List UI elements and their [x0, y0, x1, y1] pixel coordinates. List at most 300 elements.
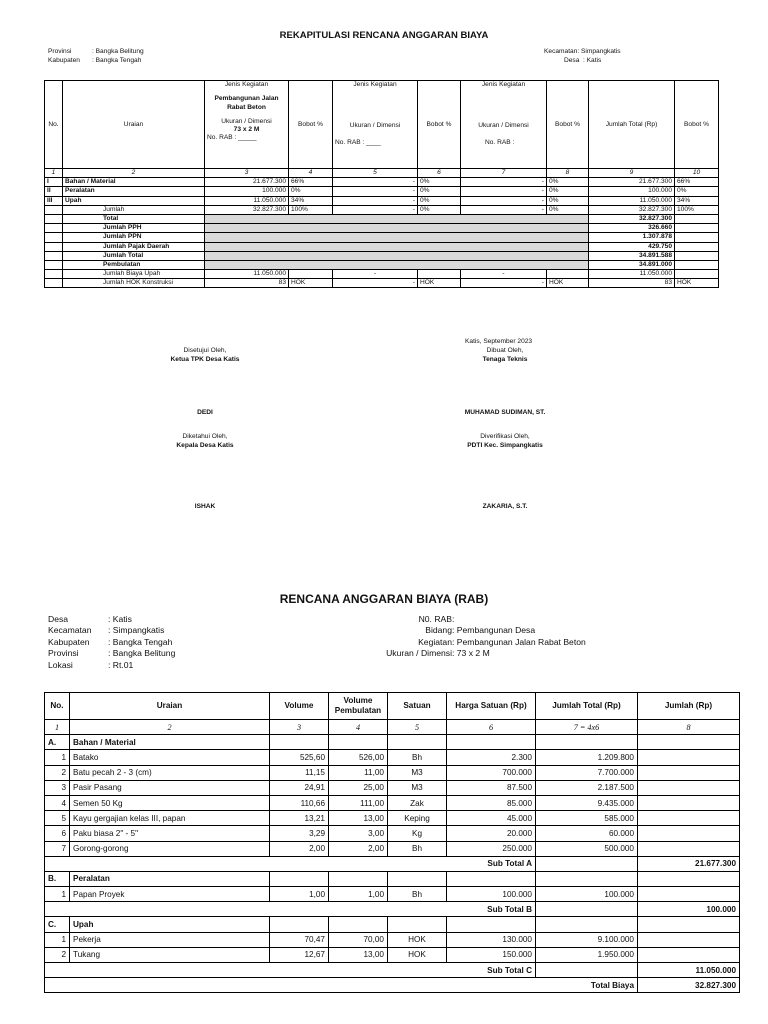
col-number: 3 [270, 720, 329, 735]
jumlah-value: 32.827.300 [205, 205, 289, 214]
item-volume-pembulatan: 1,00 [329, 887, 388, 902]
header-bobot: Bobot % [289, 81, 333, 169]
info-value: : [452, 614, 455, 624]
col-number: 8 [638, 720, 740, 735]
row-uraian: Peralatan [63, 187, 205, 196]
item-harga: 85.000 [447, 795, 536, 810]
info-label: Kecamatan [48, 625, 92, 636]
rab-body [45, 735, 740, 993]
signer-name: ISHAK [194, 503, 216, 510]
sign-name [410, 503, 600, 512]
header-no: No. [45, 81, 63, 169]
rekap-row [45, 196, 719, 205]
empty-cell [536, 735, 638, 750]
biaya-upah-row [45, 270, 719, 279]
info-value: : Simpangkatis [108, 625, 165, 636]
ukuran-label: Ukuran / Dimensi [221, 118, 272, 126]
hok-unit: HOK [289, 279, 333, 288]
subtotal-label: Sub Total C [45, 963, 536, 978]
item-satuan: M3 [388, 765, 447, 780]
section-name: Bahan / Material [70, 735, 270, 750]
empty-cell [638, 947, 740, 962]
section-header-row [45, 871, 740, 886]
empty-cell [388, 917, 447, 932]
info-value: : Rt.01 [108, 659, 134, 670]
item-no: 2 [45, 765, 70, 780]
row-bobot: 0% [418, 178, 461, 187]
rekap-right-info [544, 48, 621, 65]
table-row [45, 932, 740, 947]
summary-label: Jumlah PPH [63, 224, 205, 233]
col-number: 1 [45, 169, 63, 178]
section-code: B. [45, 871, 70, 886]
item-volume-pembulatan: 13,00 [329, 811, 388, 826]
row-uraian: Upah [63, 196, 205, 205]
rab-left-info [48, 614, 175, 671]
biaya-upah-value: - [461, 270, 547, 279]
signature-block-approved [110, 347, 300, 364]
info-label: Kecamatan [544, 48, 578, 55]
empty-cell [536, 963, 638, 978]
header-kegiatan-3 [461, 81, 547, 169]
biaya-upah-value: 11.050.000 [205, 270, 289, 279]
summary-value: 32.827.300 [589, 214, 675, 223]
section-name: Peralatan [70, 871, 270, 886]
signer-name: ZAKARIA, S.T. [482, 503, 528, 510]
total-biaya-value: 32.827.300 [638, 978, 740, 993]
table-row [45, 841, 740, 856]
row-value: 100.000 [205, 187, 289, 196]
info-value: : Simpangkatis [577, 48, 621, 55]
info-value: : Bangka Tengah [92, 56, 142, 64]
item-harga: 130.000 [447, 932, 536, 947]
sign-role: Disetujui Oleh, [183, 347, 227, 354]
item-no: 6 [45, 826, 70, 841]
col-number: 9 [589, 169, 675, 178]
item-satuan: Kg [388, 826, 447, 841]
row-bobot: 66% [289, 178, 333, 187]
hok-value: - [461, 279, 547, 288]
item-volume-pembulatan: 3,00 [329, 826, 388, 841]
table-row [45, 811, 740, 826]
item-uraian: Pekerja [70, 932, 270, 947]
table-row [45, 947, 740, 962]
empty-cell [638, 917, 740, 932]
item-total: 9.100.000 [536, 932, 638, 947]
rekap-number-row [45, 169, 719, 178]
hok-unit: HOK [675, 279, 719, 288]
row-total: 100.000 [589, 187, 675, 196]
rab-table [44, 692, 740, 993]
item-volume: 70,47 [270, 932, 329, 947]
empty-cell [536, 856, 638, 871]
subtotal-row [45, 856, 740, 871]
info-label: Kegiatan [418, 636, 452, 647]
summary-row [45, 260, 719, 269]
item-volume: 24,91 [270, 780, 329, 795]
item-uraian: Batu pecah 2 - 3 (cm) [70, 765, 270, 780]
item-satuan: M3 [388, 780, 447, 795]
item-satuan: HOK [388, 932, 447, 947]
item-uraian: Kayu gergajian kelas III, papan [70, 811, 270, 826]
signer-name: DEDI [197, 409, 213, 416]
header-uraian: Uraian [63, 81, 205, 169]
item-volume: 3,29 [270, 826, 329, 841]
item-harga: 2.300 [447, 750, 536, 765]
section-code: A. [45, 735, 70, 750]
biaya-upah-total: 11.050.000 [589, 270, 675, 279]
table-row [45, 826, 740, 841]
item-volume: 12,67 [270, 947, 329, 962]
jumlah-value: - [333, 205, 418, 214]
row-value: - [461, 187, 547, 196]
row-value: 21.677.300 [205, 178, 289, 187]
item-total: 500.000 [536, 841, 638, 856]
jenis-kegiatan-label: Jenis Kegiatan [224, 81, 269, 88]
item-satuan: Keping [388, 811, 447, 826]
item-volume-pembulatan: 13,00 [329, 947, 388, 962]
row-bobot-total: 34% [675, 196, 719, 205]
col-number: 5 [388, 720, 447, 735]
col-number: 7 [461, 169, 547, 178]
item-uraian: Batako [70, 750, 270, 765]
row-bobot: 0% [418, 196, 461, 205]
item-no: 2 [45, 947, 70, 962]
empty-cell [638, 750, 740, 765]
item-total: 9.435.000 [536, 795, 638, 810]
ukuran-label: Ukuran / Dimensi [349, 122, 401, 129]
sign-title: PDTI Kec. Simpangkatis [467, 441, 543, 449]
row-no: II [45, 187, 63, 196]
rekap-left-info [48, 48, 144, 65]
item-volume-pembulatan: 526,00 [329, 750, 388, 765]
kegiatan-name: Pembangunan Jalan Rabat Beton [214, 95, 279, 111]
col-number: 3 [205, 169, 289, 178]
row-value: - [461, 178, 547, 187]
sign-name [410, 409, 600, 418]
row-value: - [333, 187, 418, 196]
item-satuan: Bh [388, 750, 447, 765]
jumlah-bobot: 100% [289, 205, 333, 214]
item-uraian: Pasir Pasang [70, 780, 270, 795]
jumlah-bobot: 0% [547, 205, 589, 214]
item-harga: 100.000 [447, 887, 536, 902]
empty-cell [270, 735, 329, 750]
row-value: - [333, 196, 418, 205]
empty-cell [447, 735, 536, 750]
rekap-jumlah-row [45, 205, 719, 214]
signature-block-verified [410, 433, 600, 450]
item-total: 2.187.500 [536, 780, 638, 795]
sign-title: Tenaga Teknis [482, 355, 528, 363]
item-volume: 525,60 [270, 750, 329, 765]
subtotal-label: Sub Total B [45, 902, 536, 917]
empty-cell [638, 887, 740, 902]
item-harga: 20.000 [447, 826, 536, 841]
row-no: III [45, 196, 63, 205]
item-harga: 87.500 [447, 780, 536, 795]
rab-number-row [45, 720, 740, 735]
item-uraian: Tukang [70, 947, 270, 962]
info-label: Bidang [425, 625, 452, 636]
info-label: Lokasi [48, 659, 73, 670]
sign-title: Ketua TPK Desa Katis [170, 355, 240, 363]
total-biaya-label: Total Biaya [45, 978, 638, 993]
row-bobot: 0% [547, 196, 589, 205]
sign-role: Dibuat Oleh, [486, 347, 524, 354]
item-no: 1 [45, 887, 70, 902]
hok-value: - [333, 279, 418, 288]
info-value: : Bangka Tengah [108, 636, 173, 647]
header-cell: Volume Pembulatan [329, 693, 388, 720]
no-rab-label: No. RAB : [485, 139, 515, 146]
summary-row [45, 224, 719, 233]
header-cell: Jumlah (Rp) [638, 693, 740, 720]
summary-row [45, 233, 719, 242]
row-value: - [461, 196, 547, 205]
rekap-table [44, 80, 719, 288]
summary-value: 1.307.878 [589, 233, 675, 242]
info-label: Ukuran / Dimensi [386, 648, 452, 659]
info-label: N0. RAB [418, 614, 452, 624]
info-value: : Katis [583, 56, 602, 64]
empty-cell [329, 871, 388, 886]
item-harga: 45.000 [447, 811, 536, 826]
empty-cell [388, 735, 447, 750]
empty-cell [638, 765, 740, 780]
hok-unit: HOK [547, 279, 589, 288]
total-biaya-row [45, 978, 740, 993]
hok-value: 83 [205, 279, 289, 288]
table-row [45, 795, 740, 810]
hok-unit: HOK [418, 279, 461, 288]
header-bobot: Bobot % [675, 81, 719, 169]
item-total: 1.209.800 [536, 750, 638, 765]
item-uraian: Paku biasa 2" - 5" [70, 826, 270, 841]
empty-cell [447, 871, 536, 886]
rekap-header-row [45, 81, 719, 169]
row-bobot: 0% [547, 178, 589, 187]
jumlah-bobot: 0% [418, 205, 461, 214]
col-number: 4 [329, 720, 388, 735]
hok-row [45, 279, 719, 288]
empty-cell [638, 811, 740, 826]
col-number: 1 [45, 720, 70, 735]
rekap-row [45, 187, 719, 196]
section-header-row [45, 917, 740, 932]
info-value: : Pembangunan Desa [452, 625, 536, 636]
empty-cell [536, 871, 638, 886]
row-bobot: 34% [289, 196, 333, 205]
summary-value: 34.891.000 [589, 260, 675, 269]
rab-right-info [368, 614, 586, 660]
empty-cell [638, 871, 740, 886]
item-uraian: Papan Proyek [70, 887, 270, 902]
empty-cell [447, 917, 536, 932]
row-bobot: 0% [289, 187, 333, 196]
summary-label: Jumlah Total [63, 251, 205, 260]
rab-header-row [45, 693, 740, 720]
row-total: 21.677.300 [589, 178, 675, 187]
empty-cell [329, 917, 388, 932]
col-number: 6 [418, 169, 461, 178]
no-rab-label: No. RAB : _____ [207, 134, 257, 142]
rab-title: RENCANA ANGGARAN BIAYA (RAB) [279, 592, 489, 606]
empty-cell [638, 780, 740, 795]
signature-block-prepared [410, 347, 600, 364]
biaya-upah-label: Jumlah Biaya Upah [63, 270, 205, 279]
item-volume: 13,21 [270, 811, 329, 826]
item-satuan: Bh [388, 841, 447, 856]
info-label: Provinsi [48, 648, 79, 659]
item-uraian: Semen 50 Kg [70, 795, 270, 810]
info-label: Kabupaten [48, 56, 80, 64]
section-header-row [45, 735, 740, 750]
info-value: : Bangka Belitung [108, 648, 176, 659]
subtotal-value: 100.000 [638, 902, 740, 917]
summary-row [45, 242, 719, 251]
empty-cell [270, 871, 329, 886]
empty-cell [638, 735, 740, 750]
summary-value: 34.891.588 [589, 251, 675, 260]
ukuran-label: Ukuran / Dimensi [478, 122, 529, 129]
sign-role: Diketahui Oleh, [182, 433, 228, 440]
item-no: 1 [45, 932, 70, 947]
row-no: I [45, 178, 63, 187]
jenis-kegiatan-label: Jenis Kegiatan [353, 81, 397, 88]
item-no: 4 [45, 795, 70, 810]
section-code: C. [45, 917, 70, 932]
row-bobot-total: 66% [675, 178, 719, 187]
section-name: Upah [70, 917, 270, 932]
header-cell: Uraian [70, 693, 270, 720]
sign-role: Diverifikasi Oleh, [480, 433, 530, 440]
item-total: 585.000 [536, 811, 638, 826]
item-satuan: Bh [388, 887, 447, 902]
row-total: 11.050.000 [589, 196, 675, 205]
item-harga: 150.000 [447, 947, 536, 962]
summary-value: 326.660 [589, 224, 675, 233]
row-value: 11.050.000 [205, 196, 289, 205]
sign-name [110, 409, 300, 418]
no-rab-label: No. RAB : ____ [335, 139, 381, 146]
header-cell: Volume [270, 693, 329, 720]
item-harga: 250.000 [447, 841, 536, 856]
jumlah-label: Jumlah [63, 205, 205, 214]
item-volume: 2,00 [270, 841, 329, 856]
info-value: : Pembangunan Jalan Rabat Beton [452, 636, 586, 647]
summary-label: Total [63, 214, 205, 223]
header-bobot: Bobot % [418, 81, 461, 169]
header-kegiatan-1 [205, 81, 289, 169]
info-value: : Katis [108, 614, 132, 624]
summary-label: Jumlah PPN [63, 233, 205, 242]
jenis-kegiatan-label: Jenis Kegiatan [481, 81, 526, 88]
empty-cell [638, 932, 740, 947]
col-number: 10 [675, 169, 719, 178]
table-row [45, 780, 740, 795]
biaya-upah-value: - [333, 270, 418, 279]
item-satuan: HOK [388, 947, 447, 962]
summary-row [45, 251, 719, 260]
rekap-title: REKAPITULASI RENCANA ANGGARAN BIAYA [279, 30, 489, 41]
empty-cell [536, 917, 638, 932]
table-row [45, 750, 740, 765]
row-bobot: 0% [547, 187, 589, 196]
header-cell: Harga Satuan (Rp) [447, 693, 536, 720]
rekap-row [45, 178, 719, 187]
empty-cell [638, 795, 740, 810]
item-no: 3 [45, 780, 70, 795]
row-uraian: Bahan / Material [63, 178, 205, 187]
header-bobot: Bobot % [547, 81, 589, 169]
table-row [45, 765, 740, 780]
summary-label: Pembulatan [63, 260, 205, 269]
info-value: : Bangka Belitung [92, 48, 144, 55]
row-value: - [333, 178, 418, 187]
info-value: : 73 x 2 M [452, 648, 490, 659]
item-volume: 110,66 [270, 795, 329, 810]
row-bobot-total: 0% [675, 187, 719, 196]
col-number: 5 [333, 169, 418, 178]
header-kegiatan-2 [333, 81, 418, 169]
item-uraian: Gorong-gorong [70, 841, 270, 856]
subtotal-value: 21.677.300 [638, 856, 740, 871]
item-no: 1 [45, 750, 70, 765]
jumlah-total: 32.827.300 [589, 205, 675, 214]
item-volume-pembulatan: 111,00 [329, 795, 388, 810]
item-satuan: Zak [388, 795, 447, 810]
empty-cell [270, 917, 329, 932]
info-label: Desa [48, 614, 69, 624]
col-number: 2 [63, 169, 205, 178]
item-harga: 700.000 [447, 765, 536, 780]
empty-cell [638, 841, 740, 856]
empty-cell [638, 826, 740, 841]
item-volume: 1,00 [270, 887, 329, 902]
header-cell: Satuan [388, 693, 447, 720]
item-no: 5 [45, 811, 70, 826]
signature-block-acknowledged [110, 433, 300, 450]
jumlah-value: - [461, 205, 547, 214]
col-number: 8 [547, 169, 589, 178]
hok-label: Jumlah HOK Konstruksi [63, 279, 205, 288]
info-label: Desa [564, 56, 580, 64]
item-volume-pembulatan: 70,00 [329, 932, 388, 947]
dimensi-value: 73 x 2 M [233, 126, 260, 134]
col-number: 4 [289, 169, 333, 178]
sign-place-date: Katis, September 2023 [465, 338, 533, 345]
header-jumlah-total: Jumlah Total (Rp) [589, 81, 675, 169]
row-bobot: 0% [418, 187, 461, 196]
item-no: 7 [45, 841, 70, 856]
header-cell: No. [45, 693, 70, 720]
empty-cell [388, 871, 447, 886]
item-total: 7.700.000 [536, 765, 638, 780]
col-number: 2 [70, 720, 270, 735]
subtotal-label: Sub Total A [45, 856, 536, 871]
signer-name: MUHAMAD SUDIMAN, ST. [464, 409, 546, 416]
header-cell: Jumlah Total (Rp) [536, 693, 638, 720]
item-volume: 11,15 [270, 765, 329, 780]
summary-label: Jumlah Pajak Daerah [63, 242, 205, 251]
item-volume-pembulatan: 2,00 [329, 841, 388, 856]
item-volume-pembulatan: 25,00 [329, 780, 388, 795]
col-number: 7 = 4x6 [536, 720, 638, 735]
sign-name [110, 503, 300, 512]
item-total: 1.950.000 [536, 947, 638, 962]
jumlah-bobot-total: 100% [675, 205, 719, 214]
